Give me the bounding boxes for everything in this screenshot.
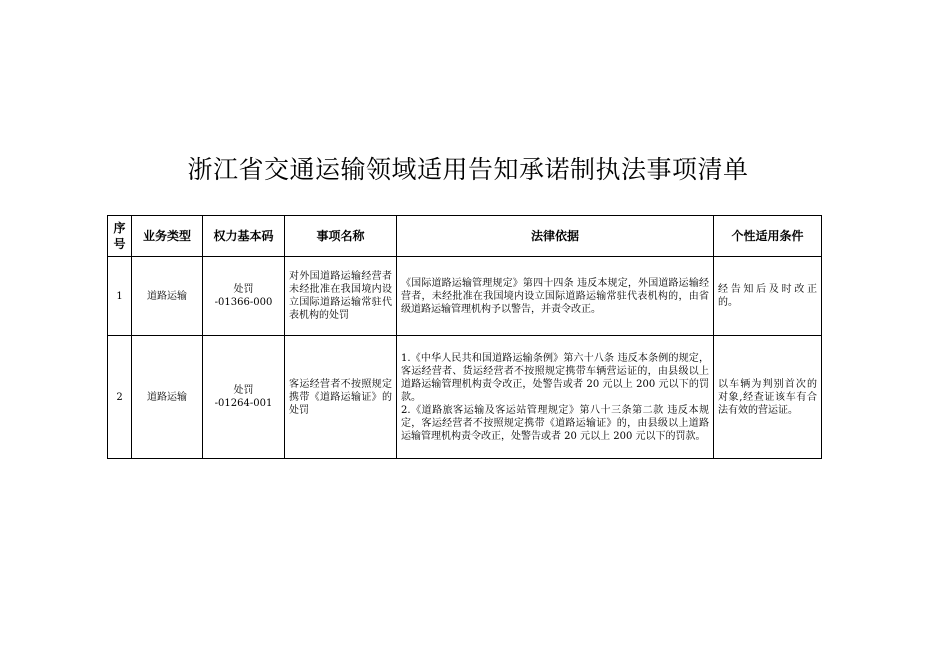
- cell-seq: 2: [108, 336, 132, 459]
- cell-power-code: [203, 336, 285, 459]
- cell-power-code: [203, 257, 285, 336]
- cell-legal-basis: [397, 257, 714, 336]
- table-row: [108, 257, 822, 336]
- page-title: 浙江省交通运输领域适用告知承诺制执法事项清单: [187, 155, 749, 184]
- header-item-name: 事项名称: [285, 216, 397, 257]
- cell-business-type: 道路运输: [132, 336, 203, 459]
- enforcement-items-table: [107, 215, 822, 459]
- code-number: -01366-000: [214, 297, 273, 308]
- legal-basis-clause: 《国际道路运输管理规定》第四十四条 违反本规定，外国道路运输经营者，未经批准在我国境内设立国际道路运输常驻代表机构的，由省级道路运输管理机构予以警告，并责令改正。: [401, 277, 709, 315]
- cell-item-name: 对外国道路运输经营者未经批准在我国境内设立国际道路运输常驻代表机构的处罚: [285, 257, 397, 336]
- cell-item-name: 客运经营者不按照规定携带《道路运输证》的处罚: [285, 336, 397, 459]
- cell-business-type: 道路运输: [132, 257, 203, 336]
- cell-conditions: 以车辆为判别首次的对象,经查证该车有合法有效的营运证。: [714, 336, 822, 459]
- code-category: 处罚: [233, 284, 254, 295]
- code-number: -01264-001: [214, 398, 273, 409]
- header-business-type: 业务类型: [132, 216, 203, 257]
- table-header-row: [108, 216, 822, 257]
- header-legal-basis: 法律依据: [397, 216, 714, 257]
- table-row: [108, 336, 822, 459]
- header-conditions: 个性适用条件: [714, 216, 822, 257]
- code-category: 处罚: [233, 385, 254, 396]
- cell-conditions: 经告知后及时改正的。: [714, 257, 822, 336]
- cell-legal-basis: [397, 336, 714, 459]
- header-power-code: 权力基本码: [203, 216, 285, 257]
- header-seq: 序号: [108, 216, 132, 257]
- cell-seq: 1: [108, 257, 132, 336]
- legal-basis-clause: 2.《道路旅客运输及客运站管理规定》第八十三条第二款 违反本规定，客运经营者不按照规定携带《道路运输证》的，由县级以上道路运输管理机构责令改正，处警告或者 20 元以上 200 元以下的罚款。: [401, 404, 709, 442]
- legal-basis-clause: 1.《中华人民共和国道路运输条例》第六十八条 违反本条例的规定，客运经营者、货运经营者不按照规定携带车辆营运证的，由县级以上道路运输管理机构责令改正，处警告或者 20 元以上 200 元以下的罚款。: [401, 352, 709, 403]
